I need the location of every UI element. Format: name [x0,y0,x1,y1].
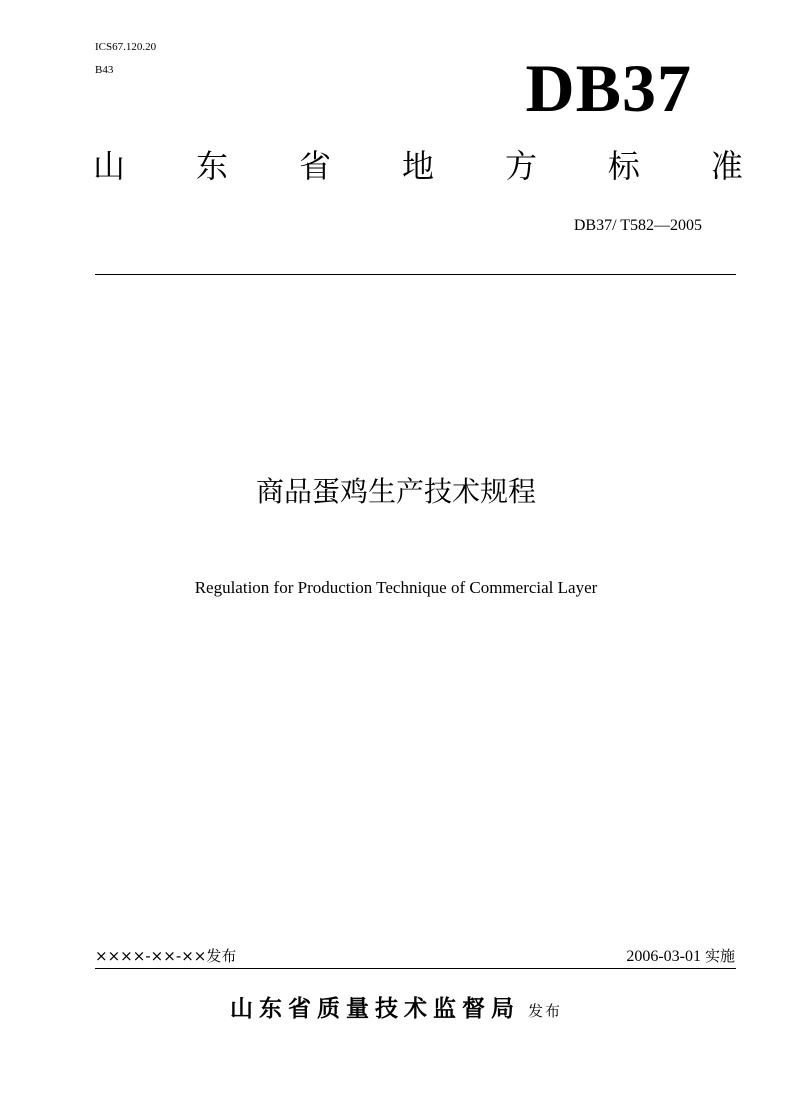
classification-code: B43 [95,64,114,76]
footer-divider [95,968,736,969]
publisher-suffix: 发布 [527,1002,562,1020]
title-chinese: 商品蛋鸡生产技术规程 [255,475,536,508]
issue-date: ××××-××-××发布 [95,947,237,965]
standard-type-char: 省 [298,147,331,185]
publisher-name: 山东省质量技术监督局 [229,996,520,1022]
standard-type-heading [93,146,743,186]
standard-type-char: 方 [504,147,537,185]
standard-type-char: 东 [195,147,228,185]
implement-date: 2006-03-01 [626,948,701,965]
header-divider [95,274,736,275]
title-english: Regulation for Production Technique of Commercial Layer [194,578,598,597]
publisher-line [0,990,792,1023]
standard-type-char: 准 [710,147,743,185]
standard-type-char: 山 [93,147,126,185]
standard-code-logo: DB37 [525,50,692,126]
implement-label: 实施 [704,947,735,965]
implement-date-line [626,946,735,967]
ics-code: ICS67.120.20 [95,41,157,53]
standard-type-char: 地 [401,147,434,185]
standard-type-char: 标 [607,147,640,185]
standard-number: DB37/ T582—2005 [573,217,702,234]
